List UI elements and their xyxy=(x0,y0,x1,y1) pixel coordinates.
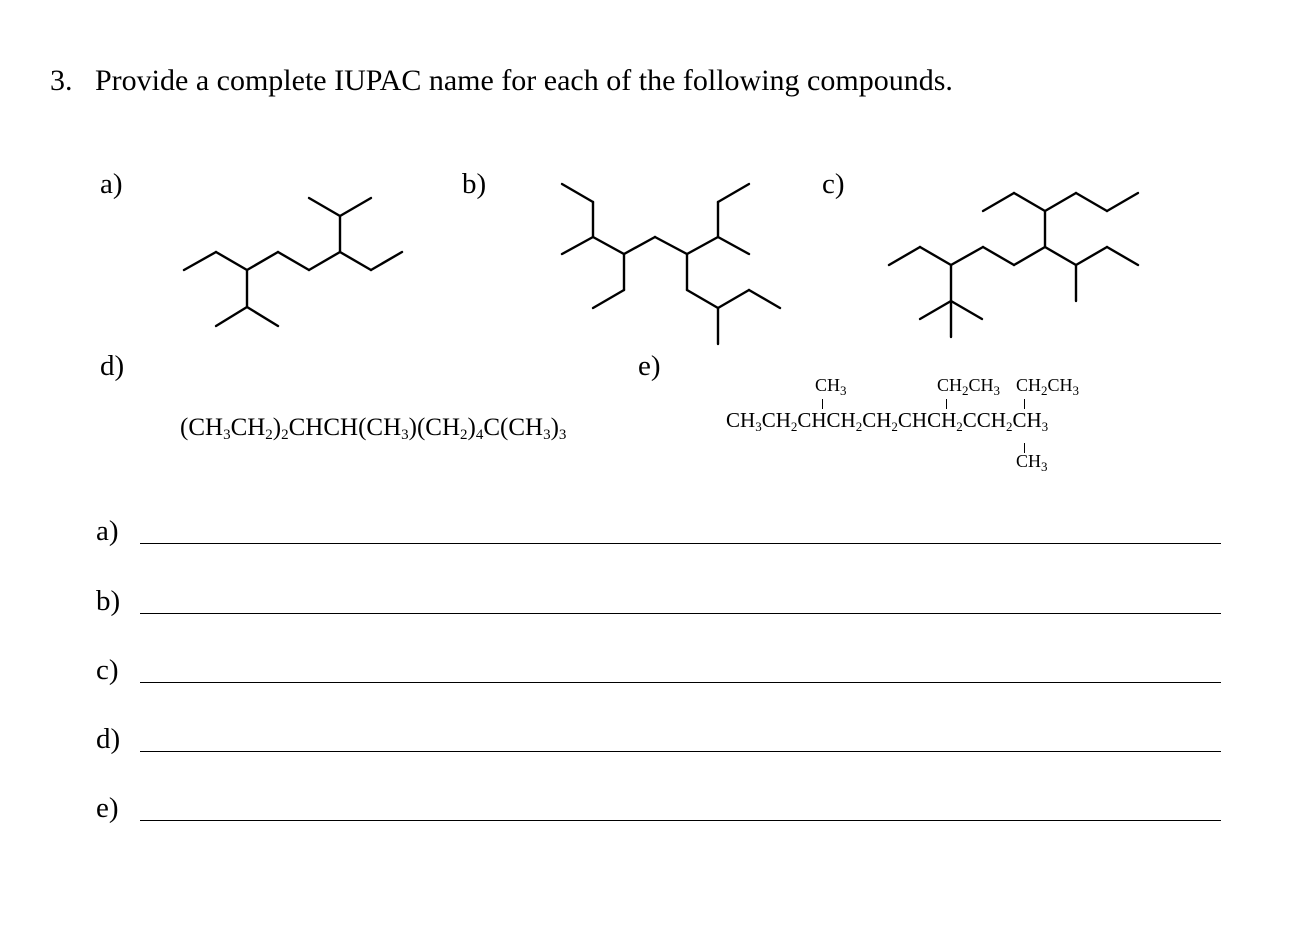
answer-label-c: c) xyxy=(96,654,119,686)
part-label-b: b) xyxy=(462,168,487,200)
formula-e-subscript: 2 xyxy=(962,383,969,398)
formula-d-text: CH xyxy=(230,414,266,441)
structure-b xyxy=(562,184,780,344)
formula-d-text: ) xyxy=(272,414,282,441)
formula-e-text: CH xyxy=(862,408,892,432)
structure-c xyxy=(889,193,1138,337)
formula-d xyxy=(180,414,566,444)
answer-line-b[interactable] xyxy=(140,613,1221,614)
formula-e-text: CHCH xyxy=(797,408,856,432)
formula-e-top-ethyl-1 xyxy=(937,376,1000,397)
formula-d-text: C(CH xyxy=(483,414,544,441)
formula-e-text: CH xyxy=(761,408,791,432)
formula-d-subscript: 2 xyxy=(281,427,289,443)
answer-line-a[interactable] xyxy=(140,543,1221,544)
answer-label-a: a) xyxy=(96,515,119,547)
formula-e-text: CH xyxy=(726,408,756,432)
formula-e-subscript: 2 xyxy=(1005,419,1013,434)
formula-d-subscript: 3 xyxy=(543,427,551,443)
formula-e-subscript: 3 xyxy=(1072,383,1080,398)
formula-e-text: CH xyxy=(1012,408,1042,432)
formula-e-text: CH xyxy=(937,375,963,395)
formula-e-text: CH xyxy=(815,375,841,395)
formula-e-subscript: 3 xyxy=(755,419,762,434)
question-text: Provide a complete IUPAC name for each of the following compounds. xyxy=(95,64,953,97)
formula-e-subscript: 3 xyxy=(1041,459,1048,474)
formula-d-subscript: 2 xyxy=(265,427,273,443)
formula-e-subscript: 3 xyxy=(993,383,1001,398)
answer-line-e[interactable] xyxy=(140,820,1221,821)
formula-d-text: ) xyxy=(550,414,559,441)
formula-e-text: CH xyxy=(1016,451,1042,471)
formula-e-subscript: 2 xyxy=(891,419,898,434)
answer-line-d[interactable] xyxy=(140,751,1221,752)
formula-e-top-ethyl-2 xyxy=(1016,376,1079,397)
formula-e-text: CHCH xyxy=(897,408,957,432)
formula-e-text: CCH xyxy=(962,408,1006,432)
formula-d-text: CHCH(CH xyxy=(288,414,402,441)
formula-e-main-chain xyxy=(726,410,1048,433)
formula-d-text: ) xyxy=(467,414,476,441)
formula-d-subscript: 4 xyxy=(475,427,484,443)
question-number: 3. xyxy=(50,64,73,97)
formula-d-subscript: 2 xyxy=(460,427,468,443)
formula-e-subscript: 2 xyxy=(790,419,798,434)
formula-e-subscript: 2 xyxy=(855,419,863,434)
formula-e-bottom-methyl xyxy=(1016,452,1048,473)
structure-a xyxy=(184,198,402,326)
formula-e-subscript: 2 xyxy=(956,419,963,434)
part-label-c: c) xyxy=(822,168,845,200)
formula-e-text: CH xyxy=(968,375,994,395)
formula-d-subscript: 3 xyxy=(401,427,409,443)
formula-e-top-methyl xyxy=(815,376,847,397)
answer-label-d: d) xyxy=(96,723,121,755)
formula-e-subscript: 2 xyxy=(1041,383,1048,398)
answer-label-b: b) xyxy=(96,585,121,617)
part-label-a: a) xyxy=(100,168,123,200)
formula-d-text: (CH xyxy=(180,414,224,441)
formula-d-subscript: 3 xyxy=(223,427,231,443)
formula-e-subscript: 3 xyxy=(840,383,847,398)
formula-d-text: )(CH xyxy=(408,414,461,441)
answer-line-c[interactable] xyxy=(140,682,1221,683)
answer-label-e: e) xyxy=(96,792,119,824)
formula-e-subscript: 3 xyxy=(1041,419,1049,434)
formula-d-subscript: 3 xyxy=(558,427,567,443)
formula-e-text: CH xyxy=(1047,375,1073,395)
part-label-d: d) xyxy=(100,350,125,382)
formula-e-text: CH xyxy=(1016,375,1042,395)
part-label-e: e) xyxy=(638,350,661,382)
